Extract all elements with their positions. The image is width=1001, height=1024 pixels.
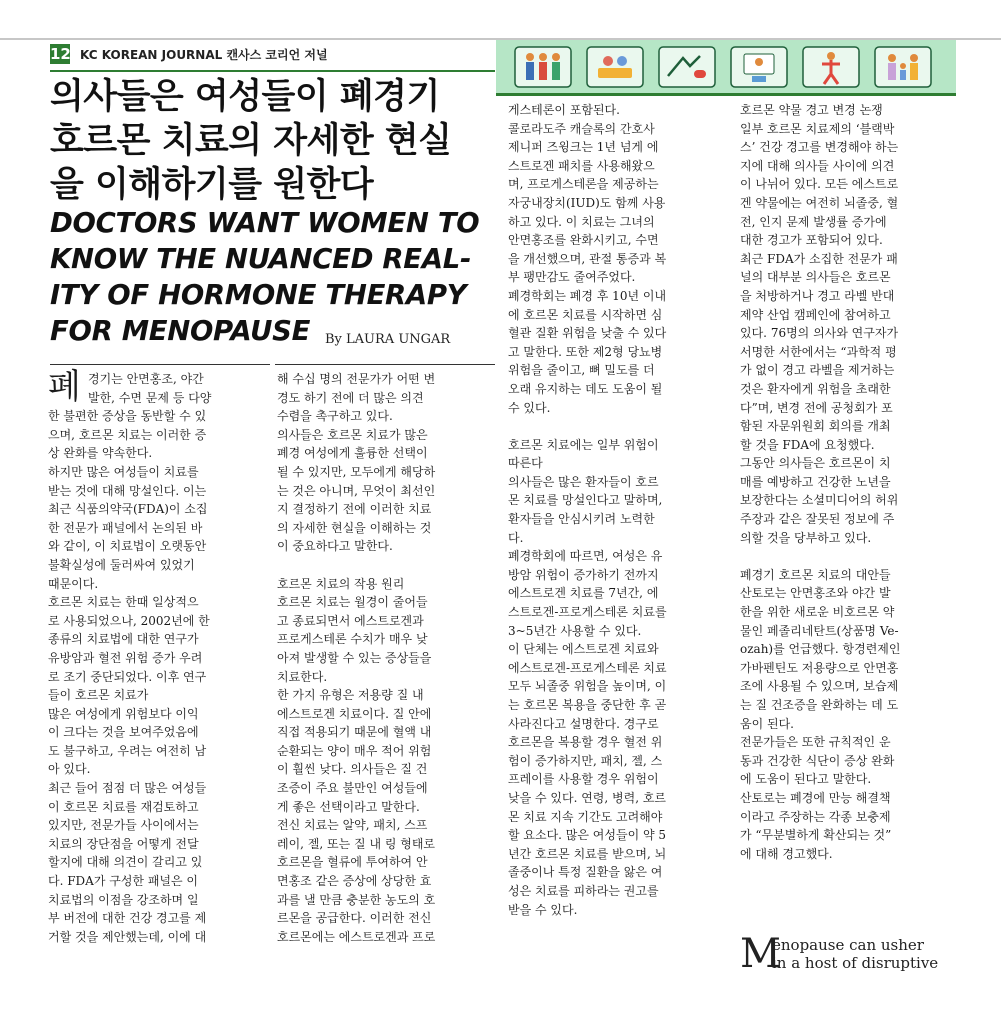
- banner-rule: [496, 93, 956, 96]
- article-line: 호르몬 약물 경고 변경 논쟁: [740, 103, 883, 117]
- article-line: 에 대해 경고했다.: [740, 846, 833, 861]
- article-line: 도 불구하고, 우려는 여전히 남: [48, 743, 207, 758]
- article-line: 몬 치료를 망설인다고 말하며,: [508, 493, 663, 508]
- article-line: 르몬을 공급한다. 이러한 전신: [277, 911, 432, 926]
- article-line: 매를 예방하고 건강한 노년을: [740, 474, 891, 489]
- article-line: 호르몬 치료는 한때 일상적으: [48, 595, 199, 610]
- article-line: 겐 약물에는 여전히 뇌졸중, 혈: [740, 195, 899, 210]
- headline-english-line: ITY OF HORMONE THERAPY: [50, 279, 467, 311]
- article-line: 이 중요하다고 말한다.: [277, 539, 393, 554]
- article-line: 혈관 질환 위험을 낮출 수 있다: [508, 326, 667, 341]
- article-line: 제약 산업 캠페인에 참여하고: [740, 307, 891, 322]
- article-line: 로 조기 중단되었다. 이후 연구: [48, 669, 207, 684]
- article-line: 을 처방하거나 경고 라벨 반대: [740, 288, 895, 303]
- article-line: 조증이 주요 불만인 여성들에: [277, 781, 428, 796]
- article-line: 것은 환자에게 위험을 초래한: [740, 381, 891, 396]
- headline-english-line: DOCTORS WANT WOMEN TO: [50, 207, 480, 239]
- article-line: 전신 치료는 알약, 패치, 스프: [277, 818, 428, 833]
- elderly-icon: [802, 46, 860, 88]
- article-line: 발한, 수면 문제 등 다양: [88, 390, 212, 405]
- article-line: 이 훨씬 낮다. 의사들은 질 건: [277, 762, 428, 777]
- column-lines: [740, 101, 965, 863]
- article-line: 지에 대해 의사들 사이에 의견: [740, 158, 895, 173]
- article-line: 상 완화를 약속한다.: [48, 446, 153, 461]
- article-line: 전문가들은 또한 규칙적인 운: [740, 735, 891, 750]
- article-line: 호르몬 치료의 작용 원리: [277, 576, 405, 591]
- article-line: 치료한다.: [277, 669, 328, 684]
- article-line: 널의 대부분 의사들은 호르몬: [740, 270, 891, 285]
- article-line: 부 팽만감도 줄여주었다.: [508, 270, 636, 285]
- article-line: 직접 적용되기 때문에 혈액 내: [277, 725, 432, 740]
- article-column-3: [508, 101, 733, 919]
- article-line: 한 가지 유형은 저용량 질 내: [277, 688, 424, 703]
- article-line: 수 있다.: [508, 400, 551, 415]
- pull-quote-line: enopause can usher: [772, 936, 924, 954]
- article-line: 안면홍조를 완화시키고, 수면: [508, 233, 659, 248]
- article-line: 한 불편한 증상을 동반할 수 있: [48, 409, 207, 424]
- article-line: 으며, 호르몬 치료는 이러한 증: [48, 427, 207, 442]
- article-line: 동과 건강한 식단이 증상 완화: [740, 753, 895, 768]
- headline-korean-line: 을 이해하기를 원한다: [50, 165, 374, 205]
- article-line: 많은 여성에게 위험보다 이익: [48, 706, 199, 721]
- article-column-1: [48, 367, 273, 946]
- pull-quote-line: in a host of disruptive: [772, 954, 939, 972]
- article-line: 년간 호르몬 치료를 받으며, 뇌: [508, 846, 667, 861]
- article-line: 몬 치료 지속 기간도 고려해야: [508, 809, 663, 824]
- headline-english-line: KNOW THE NUANCED REAL-: [50, 243, 472, 275]
- article-line: 하고 있다. 이 치료는 그녀의: [508, 214, 655, 229]
- article-line: 움이 된다.: [740, 716, 794, 731]
- article-line: 치료법의 이점을 강조하며 일: [48, 892, 199, 907]
- headline-korean: [50, 75, 500, 207]
- icon-banner: [496, 40, 956, 94]
- header-rule: [50, 70, 495, 72]
- article-line: 고 종료되면서 에스트로겐과: [277, 613, 424, 628]
- article-line: ozah)를 언급했다. 항경련제인: [740, 642, 901, 657]
- publication-name: KC KOREAN JOURNAL 캔사스 코리언 저널: [80, 48, 328, 62]
- article-line: 따른다: [508, 456, 543, 471]
- article-line: 받을 수 있다.: [508, 902, 578, 917]
- article-line: 방암 위험이 증가하기 전까지: [508, 567, 659, 582]
- article-line: 다. FDA가 구성한 패널은 이: [48, 874, 199, 889]
- article-line: 해 수십 명의 전문가가 어떤 변: [277, 372, 436, 386]
- article-line: 는 질 건조증을 완화하는 데 도: [740, 698, 899, 712]
- article-line: 종류의 치료법에 대한 연구가: [48, 632, 199, 647]
- article-line: 호르몬을 복용할 경우 혈전 위: [508, 735, 663, 750]
- article-line: 경기는 안면홍조, 야간: [88, 372, 204, 386]
- column-rule-2: [275, 364, 495, 365]
- article-line: 하지만 많은 여성들이 치료를: [48, 464, 199, 479]
- pills-icon: [658, 46, 716, 88]
- article-line: 할 것을 FDA에 요청했다.: [740, 437, 875, 452]
- article-line: 스트로겐-프로게스테론 치료를: [508, 605, 667, 620]
- article-line: 의 자세한 현실을 이해하는 것: [277, 520, 432, 535]
- page-number-badge: 12: [50, 45, 71, 63]
- article-line: 있지만, 전문가들 사이에서는: [48, 818, 199, 833]
- article-line: 일부 호르몬 치료제의 ‘블랙박: [740, 121, 895, 136]
- doctor-icon: [730, 46, 788, 88]
- article-line: 산토로는 안면홍조와 야간 발: [740, 586, 891, 601]
- article-line: 스트로겐 패치를 사용해왔으: [508, 158, 655, 173]
- article-line: 최근 식품의약국(FDA)이 소집: [48, 502, 208, 517]
- article-line: 사라진다고 설명한다. 경구로: [508, 716, 659, 731]
- article-column-4: [740, 101, 965, 863]
- article-line: 의할 것을 당부하고 있다.: [740, 530, 872, 545]
- headline-korean-line: 호르몬 치료의 자세한 현실: [50, 121, 452, 161]
- article-line: 폐경기 호르몬 치료의 대안들: [740, 567, 891, 582]
- headline-english-line: FOR MENOPAUSE: [50, 315, 311, 347]
- article-line: 들이 호르몬 치료가: [48, 688, 149, 703]
- article-line: 될 수 있지만, 모두에게 해당하: [277, 464, 436, 479]
- article-line: 물인 페졸리네탄트(상품명 Ve-: [740, 623, 899, 638]
- article-column-2: [277, 370, 502, 946]
- column-lines: [48, 367, 273, 946]
- article-line: 성은 치료를 피하라는 권고를: [508, 883, 659, 898]
- article-line: [740, 547, 965, 566]
- article-line: 폐경학회는 폐경 후 10년 이내: [508, 288, 667, 303]
- article-line: 의사들은 많은 환자들이 호르: [508, 474, 659, 489]
- article-line: 3~5년간 사용할 수 있다.: [508, 623, 642, 638]
- article-line: 아 있다.: [48, 762, 91, 777]
- article-line: 보장한다는 소셜미디어의 허위: [740, 493, 899, 508]
- column-lines: [277, 370, 502, 946]
- byline: By LAURA UNGAR: [325, 332, 451, 347]
- article-line: 이 나뉘어 있다. 모든 에스트로: [740, 177, 899, 192]
- article-line: 와 같이, 이 치료법이 오랫동안: [48, 539, 207, 554]
- article-line: 조에 사용될 수 있으며, 보습제: [740, 679, 899, 694]
- article-line: 이 호르몬 치료를 재검토하고: [48, 799, 199, 814]
- article-line: 호르몬 치료에는 일부 위험이: [508, 437, 659, 452]
- article-line: 과를 낼 만큼 충분한 농도의 호: [277, 892, 436, 907]
- article-line: [508, 417, 733, 436]
- article-line: 다.: [508, 530, 524, 545]
- article-line: 때문이다.: [48, 576, 99, 591]
- article-line: 낮을 수 있다. 연령, 병력, 호르: [508, 790, 667, 805]
- article-line: 폐경학회에 따르면, 여성은 유: [508, 549, 663, 564]
- article-line: 한 전문가 패널에서 논의된 바: [48, 520, 203, 535]
- article-line: 고 말한다. 또한 제2형 당뇨병: [508, 344, 663, 359]
- article-line: 제니퍼 즈윙크는 1년 넘게 에: [508, 140, 659, 155]
- pull-quote-initial: M: [740, 931, 781, 977]
- article-line: 게스테론이 포함된다.: [508, 103, 620, 117]
- headline-english: [50, 205, 510, 349]
- article-line: 폐경 여성에게 훌륭한 선택이: [277, 446, 428, 461]
- article-line: 면홍조 같은 증상에 상당한 효: [277, 874, 432, 889]
- article-line: 프로게스테론 수치가 매우 낮: [277, 632, 428, 647]
- article-line: 콜로라도주 캐슬록의 간호사: [508, 121, 655, 136]
- article-line: 전, 인지 문제 발생률 증가에: [740, 214, 887, 229]
- article-line: 이라고 주장하는 각종 보충제: [740, 809, 891, 824]
- article-line: 호르몬에는 에스트로겐과 프로: [277, 929, 436, 944]
- article-line: 산토로는 폐경에 만능 해결책: [740, 790, 891, 805]
- article-line: 서명한 서한에서는 “과학적 평: [740, 344, 897, 359]
- article-line: 대한 경고가 포함되어 있다.: [740, 233, 883, 248]
- article-line: 을 개선했으며, 관절 통증과 복: [508, 251, 667, 266]
- article-line: 환자들을 안심시키려 노력한: [508, 512, 655, 527]
- article-line: 최근 FDA가 소집한 전문가 패: [740, 251, 898, 266]
- article-line: 위험을 줄이고, 뼈 밀도를 더: [508, 363, 655, 378]
- article-line: 험이 증가하지만, 패치, 젤, 스: [508, 753, 663, 768]
- article-line: 할 요소다. 많은 여성들이 약 5: [508, 828, 667, 843]
- article-line: 부 버전에 대한 건강 경고를 제: [48, 911, 207, 926]
- article-line: 며, 프로게스테론을 제공하는: [508, 177, 659, 192]
- article-line: 다”며, 변경 전에 공청회가 포: [740, 400, 893, 415]
- article-line: 모두 뇌졸중 위험을 높이며, 이: [508, 679, 667, 694]
- article-line: 순환되는 양이 매우 적어 위험: [277, 743, 432, 758]
- pull-quote: [740, 931, 960, 984]
- article-line: 는 것은 아니며, 무엇이 최선인: [277, 483, 436, 498]
- article-line: 받는 것에 대해 망설인다. 이는: [48, 483, 207, 498]
- article-line: 스’ 건강 경고를 변경해야 하는: [740, 140, 899, 155]
- column-lines: [508, 101, 733, 919]
- family-group-icon: [874, 46, 932, 88]
- family-icon: [514, 46, 572, 88]
- article-line: 주장과 같은 잘못된 정보에 주: [740, 512, 895, 527]
- article-line: 이 단체는 에스트로겐 치료와: [508, 642, 659, 657]
- article-line: 에 호르몬 치료를 시작하면 심: [508, 307, 663, 322]
- headline-korean-line: 의사들은 여성들이 폐경기: [50, 77, 440, 117]
- article-line: 최근 들어 점점 더 많은 여성들: [48, 781, 207, 796]
- article-line: 함된 자문위원회 회의를 개최: [740, 419, 891, 434]
- article-line: 프레이를 사용할 경우 위험이: [508, 772, 659, 787]
- article-line: 그동안 의사들은 호르몬이 치: [740, 456, 891, 471]
- article-line: 호르몬 치료는 월경이 줄어들: [277, 595, 428, 610]
- article-line: 지 결정하기 전에 이러한 치료: [277, 502, 432, 517]
- drop-cap: 폐: [48, 367, 81, 407]
- article-line: 에스트로겐-프로게스테론 치료: [508, 660, 667, 675]
- article-line: 가바펜틴도 저용량으로 안면홍: [740, 660, 899, 675]
- article-line: 는 호르몬 복용을 중단한 후 곧: [508, 698, 667, 712]
- article-line: 치료의 장단점을 어떻게 전달: [48, 836, 199, 851]
- article-line: 아져 발생할 수 있는 증상들을: [277, 650, 432, 665]
- article-line: 자궁내장치(IUD)도 함께 사용: [508, 195, 666, 210]
- article-line: 거할 것을 제안했는데, 이에 대: [48, 929, 207, 944]
- article-line: 에스트로겐 치료이다. 질 안에: [277, 706, 432, 721]
- article-line: 불확실성에 둘러싸여 있었기: [48, 557, 195, 572]
- article-line: 유방암과 혈전 위험 증가 우려: [48, 650, 203, 665]
- article-line: 게 좋은 선택이라고 말한다.: [277, 799, 420, 814]
- article-line: 할지에 대해 의견이 갈리고 있: [48, 855, 203, 870]
- article-line: 수렴을 촉구하고 있다.: [277, 409, 393, 424]
- column-rule-1: [50, 364, 270, 365]
- article-line: 한을 위한 새로운 비호르몬 약: [740, 605, 895, 620]
- article-line: 로 사용되었으나, 2002년에 한: [48, 613, 210, 628]
- article-line: 이 크다는 것을 보여주었음에: [48, 725, 199, 740]
- article-line: 가 “무분별하게 확산되는 것”: [740, 828, 892, 843]
- article-line: 경도 하기 전에 더 많은 의견: [277, 390, 424, 405]
- article-line: 졸중이나 특정 질환을 앓은 여: [508, 865, 663, 880]
- article-line: 오래 유지하는 데도 도움이 될: [508, 381, 663, 396]
- article-line: 에 도움이 된다고 말한다.: [740, 772, 872, 787]
- article-line: 레이, 젤, 또는 질 내 링 형태로: [277, 836, 436, 851]
- article-line: 가 없이 경고 라벨을 제거하는: [740, 363, 895, 378]
- article-line: 의사들은 호르몬 치료가 많은: [277, 427, 428, 442]
- article-line: 있다. 76명의 의사와 연구자가: [740, 326, 899, 341]
- article-line: 에스트로겐 치료를 7년간, 에: [508, 586, 659, 601]
- article-line: [277, 556, 502, 575]
- vacation-icon: [586, 46, 644, 88]
- article-line: 호르몬을 혈류에 투여하여 안: [277, 855, 428, 870]
